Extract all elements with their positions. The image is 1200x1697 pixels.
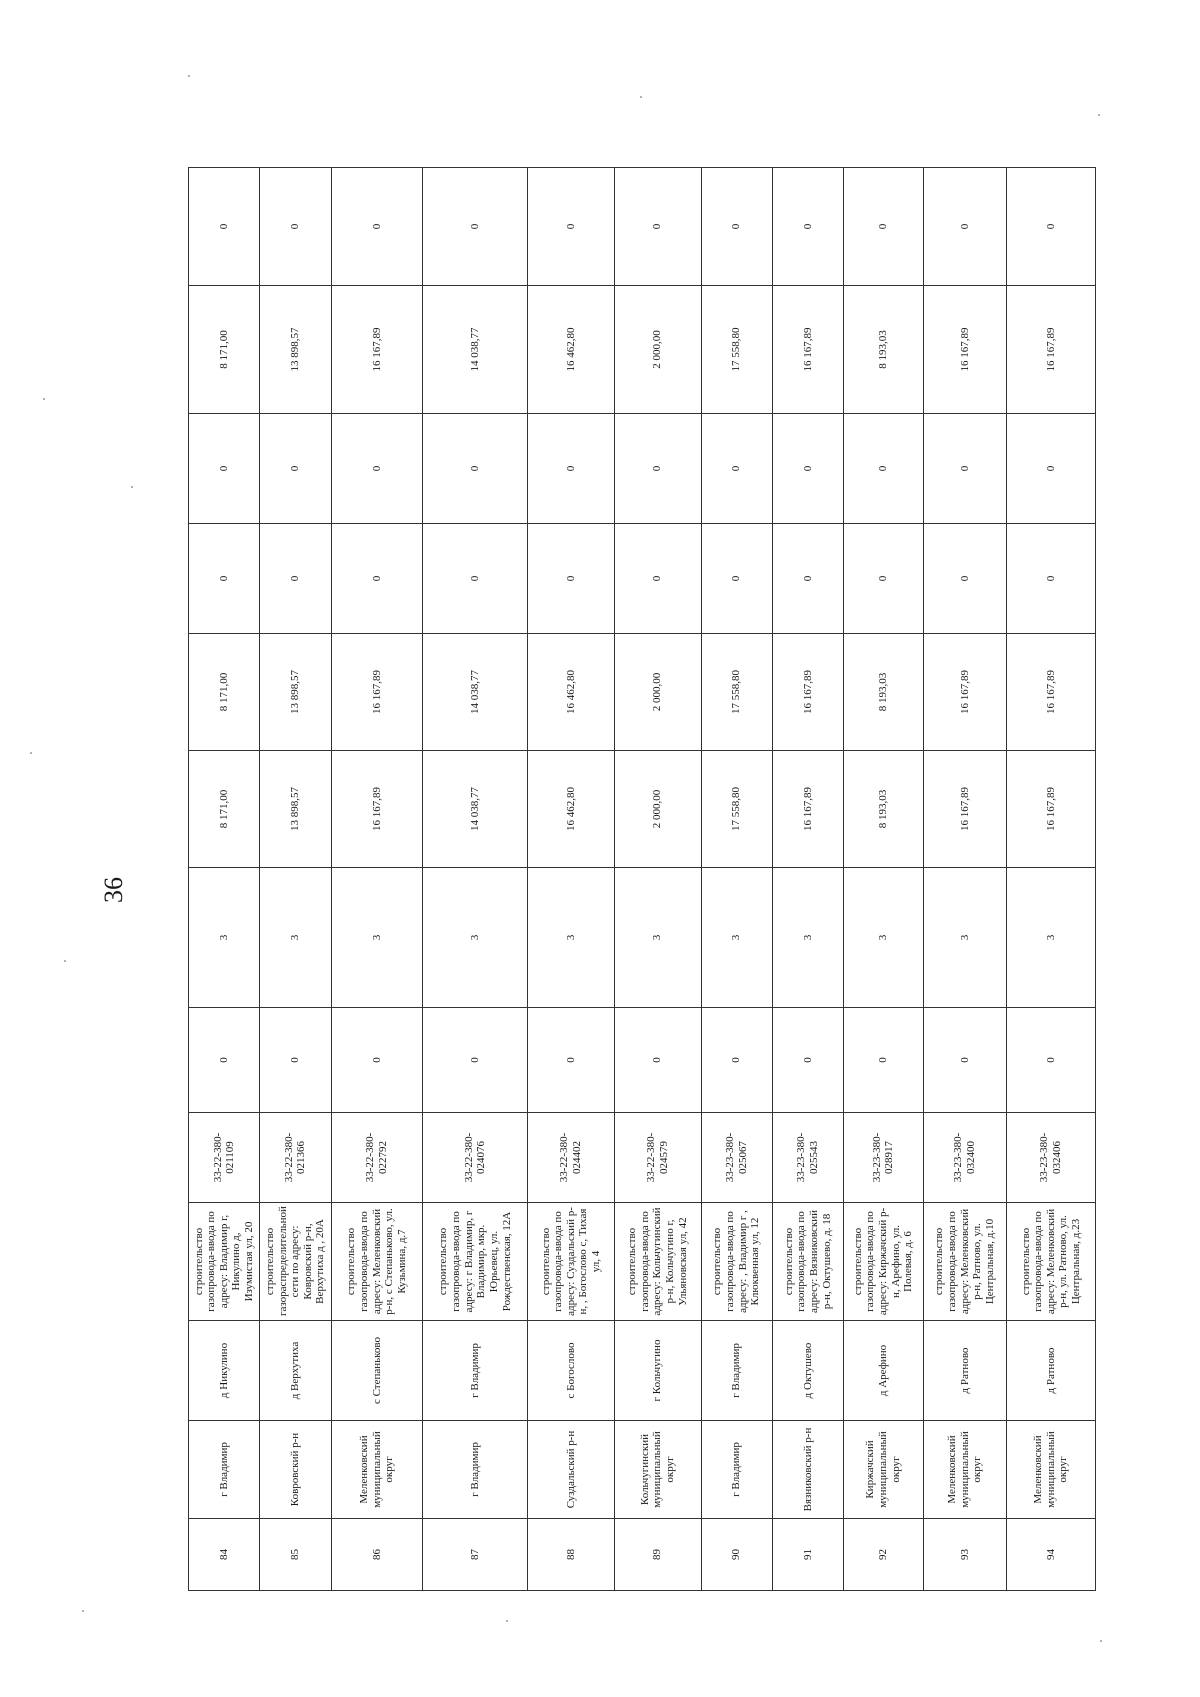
value-col-2: 3: [844, 868, 923, 1008]
table-row: [260, 168, 331, 1591]
table-row: [701, 168, 772, 1591]
value-col-6: 0: [923, 414, 1007, 524]
value-col-2: 3: [528, 868, 615, 1008]
value-col-5: 0: [614, 524, 701, 634]
value-col-3: 16 167,89: [772, 751, 843, 868]
value-col-2: 3: [189, 868, 260, 1008]
settlement-cell: г Владимир: [701, 1321, 772, 1421]
row-number: 84: [189, 1519, 260, 1591]
value-col-4: 16 462,80: [528, 634, 615, 751]
table-row: [331, 168, 423, 1591]
value-col-8: 0: [1007, 168, 1096, 286]
work-description-cell: строительство газопровода-ввода по адресу: Меленковский р-н, с Степаньково, ул. Кузьмина, д.7: [331, 1203, 423, 1321]
row-number: 89: [614, 1519, 701, 1591]
value-col-6: 0: [331, 414, 423, 524]
value-col-8: 0: [844, 168, 923, 286]
scan-speck: [131, 486, 133, 488]
value-col-5: 0: [528, 524, 615, 634]
district-cell: г Владимир: [189, 1421, 260, 1519]
value-col-3: 8 193,03: [844, 751, 923, 868]
value-col-6: 0: [260, 414, 331, 524]
object-code-cell: 33-23-380-028917: [844, 1113, 923, 1203]
value-col-4: 16 167,89: [772, 634, 843, 751]
value-col-2: 3: [260, 868, 331, 1008]
value-col-2: 3: [701, 868, 772, 1008]
value-col-7: 16 167,89: [331, 286, 423, 414]
object-code-cell: 33-23-380-025067: [701, 1113, 772, 1203]
work-description-cell: строительство газопровода-ввода по адресу: г Владимир, г Владимир, мкр. Юрьевец, ул. Рождественская, 12А: [423, 1203, 528, 1321]
value-col-7: 16 462,80: [528, 286, 615, 414]
value-col-5: 0: [923, 524, 1007, 634]
scan-speck: [188, 75, 190, 77]
value-col-1: 0: [423, 1008, 528, 1113]
value-col-4: 8 171,00: [189, 634, 260, 751]
table-row: [923, 168, 1007, 1591]
page-number: 36: [99, 877, 128, 903]
settlement-cell: г Владимир: [423, 1321, 528, 1421]
value-col-7: 16 167,89: [1007, 286, 1096, 414]
work-description-cell: строительство газопровода-ввода по адресу: Суздальский р-н, , Богослово с, Тихая ул, 4: [528, 1203, 615, 1321]
projects-table: [188, 167, 1096, 1591]
value-col-8: 0: [189, 168, 260, 286]
value-col-2: 3: [614, 868, 701, 1008]
district-cell: Кольчугинский муниципальный округ: [614, 1421, 701, 1519]
value-col-3: 17 558,80: [701, 751, 772, 868]
value-col-7: 13 898,57: [260, 286, 331, 414]
object-code-cell: 33-22-380-024076: [423, 1113, 528, 1203]
value-col-7: 16 167,89: [923, 286, 1007, 414]
settlement-cell: с Богослово: [528, 1321, 615, 1421]
settlement-cell: д Ратново: [1007, 1321, 1096, 1421]
value-col-7: 8 193,03: [844, 286, 923, 414]
value-col-3: 16 167,89: [1007, 751, 1096, 868]
table-row: [844, 168, 923, 1591]
value-col-7: 8 171,00: [189, 286, 260, 414]
value-col-8: 0: [614, 168, 701, 286]
value-col-1: 0: [772, 1008, 843, 1113]
value-col-1: 0: [189, 1008, 260, 1113]
work-description-cell: строительство газопровода-ввода по адресу: Вязниковский р-н, Октушево, д. 18: [772, 1203, 843, 1321]
row-number: 93: [923, 1519, 1007, 1591]
value-col-1: 0: [844, 1008, 923, 1113]
row-number: 87: [423, 1519, 528, 1591]
scan-speck: [1098, 114, 1100, 116]
value-col-3: 13 898,57: [260, 751, 331, 868]
value-col-6: 0: [189, 414, 260, 524]
district-cell: Вязниковский р-н: [772, 1421, 843, 1519]
object-code-cell: 33-22-380-022792: [331, 1113, 423, 1203]
value-col-6: 0: [614, 414, 701, 524]
scan-speck: [1100, 1640, 1102, 1642]
settlement-cell: д Верхутиха: [260, 1321, 331, 1421]
value-col-6: 0: [701, 414, 772, 524]
table-row: [528, 168, 615, 1591]
work-description-cell: строительство газопровода-ввода по адресу: Киржачский р-н, Арефино, ул. Полевая, д. 6: [844, 1203, 923, 1321]
value-col-4: 16 167,89: [1007, 634, 1096, 751]
value-col-8: 0: [772, 168, 843, 286]
object-code-cell: 33-22-380-021366: [260, 1113, 331, 1203]
value-col-5: 0: [701, 524, 772, 634]
value-col-7: 14 038,77: [423, 286, 528, 414]
object-code-cell: 33-22-380-024402: [528, 1113, 615, 1203]
work-description-cell: строительство газопровода-ввода по адресу: Кольчугинский р-н, Кольчугино г, Ульяновская ул, 42: [614, 1203, 701, 1321]
object-code-cell: 33-22-380-021109: [189, 1113, 260, 1203]
value-col-5: 0: [423, 524, 528, 634]
value-col-4: 14 038,77: [423, 634, 528, 751]
value-col-4: 16 167,89: [923, 634, 1007, 751]
settlement-cell: д Октушево: [772, 1321, 843, 1421]
value-col-1: 0: [331, 1008, 423, 1113]
row-number: 86: [331, 1519, 423, 1591]
scan-speck: [82, 1610, 84, 1612]
table-row: [614, 168, 701, 1591]
row-number: 88: [528, 1519, 615, 1591]
scan-speck: [30, 752, 32, 754]
value-col-2: 3: [331, 868, 423, 1008]
row-number: 91: [772, 1519, 843, 1591]
value-col-3: 16 462,80: [528, 751, 615, 868]
district-cell: Киржачский муниципальный округ: [844, 1421, 923, 1519]
value-col-4: 16 167,89: [331, 634, 423, 751]
table-frame: [188, 168, 1096, 1591]
value-col-6: 0: [528, 414, 615, 524]
value-col-3: 2 000,00: [614, 751, 701, 868]
work-description-cell: строительство газопровода-ввода по адресу: Меленковский р-н, Ратново, ул. Центральная, д.10: [923, 1203, 1007, 1321]
value-col-2: 3: [423, 868, 528, 1008]
row-number: 92: [844, 1519, 923, 1591]
object-code-cell: 33-23-380-025543: [772, 1113, 843, 1203]
value-col-2: 3: [1007, 868, 1096, 1008]
table-row: [1007, 168, 1096, 1591]
district-cell: г Владимир: [701, 1421, 772, 1519]
object-code-cell: 33-22-380-024579: [614, 1113, 701, 1203]
value-col-6: 0: [844, 414, 923, 524]
value-col-2: 3: [923, 868, 1007, 1008]
district-cell: г Владимир: [423, 1421, 528, 1519]
value-col-2: 3: [772, 868, 843, 1008]
settlement-cell: д Ратново: [923, 1321, 1007, 1421]
value-col-4: 13 898,57: [260, 634, 331, 751]
value-col-6: 0: [1007, 414, 1096, 524]
value-col-1: 0: [614, 1008, 701, 1113]
rotated-table-container: [188, 168, 1096, 1591]
value-col-8: 0: [923, 168, 1007, 286]
settlement-cell: с Степаньково: [331, 1321, 423, 1421]
scan-speck: [506, 1620, 508, 1622]
scan-speck: [43, 398, 45, 400]
value-col-7: 2 000,00: [614, 286, 701, 414]
district-cell: Ковровский р-н: [260, 1421, 331, 1519]
table-row: [772, 168, 843, 1591]
value-col-7: 16 167,89: [772, 286, 843, 414]
work-description-cell: строительство газопровода-ввода по адресу: Владимир г, Никулино д, Изумистая ул, 20: [189, 1203, 260, 1321]
district-cell: Суздальский р-н: [528, 1421, 615, 1519]
value-col-5: 0: [189, 524, 260, 634]
value-col-7: 17 558,80: [701, 286, 772, 414]
district-cell: Меленковский муниципальный округ: [1007, 1421, 1096, 1519]
object-code-cell: 33-23-380-032406: [1007, 1113, 1096, 1203]
value-col-6: 0: [772, 414, 843, 524]
value-col-5: 0: [260, 524, 331, 634]
value-col-1: 0: [923, 1008, 1007, 1113]
value-col-8: 0: [701, 168, 772, 286]
value-col-8: 0: [260, 168, 331, 286]
value-col-1: 0: [260, 1008, 331, 1113]
value-col-3: 16 167,89: [331, 751, 423, 868]
value-col-3: 8 171,00: [189, 751, 260, 868]
value-col-5: 0: [1007, 524, 1096, 634]
settlement-cell: д Никулино: [189, 1321, 260, 1421]
work-description-cell: строительство газораспределительной сети по адресу: Ковровский р-н, Верхутиха д , 20А: [260, 1203, 331, 1321]
value-col-3: 16 167,89: [923, 751, 1007, 868]
table-row: [423, 168, 528, 1591]
value-col-8: 0: [331, 168, 423, 286]
value-col-1: 0: [1007, 1008, 1096, 1113]
settlement-cell: д Арефино: [844, 1321, 923, 1421]
value-col-3: 14 038,77: [423, 751, 528, 868]
value-col-8: 0: [528, 168, 615, 286]
work-description-cell: строительство газопровода-ввода по адресу: , Владимир г , Клюквенная ул, 12: [701, 1203, 772, 1321]
value-col-5: 0: [331, 524, 423, 634]
value-col-5: 0: [772, 524, 843, 634]
value-col-8: 0: [423, 168, 528, 286]
value-col-6: 0: [423, 414, 528, 524]
value-col-5: 0: [844, 524, 923, 634]
value-col-4: 2 000,00: [614, 634, 701, 751]
district-cell: Меленковский муниципальный округ: [923, 1421, 1007, 1519]
value-col-1: 0: [528, 1008, 615, 1113]
work-description-cell: строительство газопровода-ввода по адресу: Меленковский р-н, ул. Ратново, ул. Центральная, д.23: [1007, 1203, 1096, 1321]
row-number: 90: [701, 1519, 772, 1591]
value-col-1: 0: [701, 1008, 772, 1113]
settlement-cell: г Кольчугино: [614, 1321, 701, 1421]
value-col-4: 17 558,80: [701, 634, 772, 751]
row-number: 85: [260, 1519, 331, 1591]
scan-speck: [640, 96, 642, 98]
district-cell: Меленковский муниципальный округ: [331, 1421, 423, 1519]
table-row: [189, 168, 260, 1591]
object-code-cell: 33-23-380-032400: [923, 1113, 1007, 1203]
value-col-4: 8 193,03: [844, 634, 923, 751]
row-number: 94: [1007, 1519, 1096, 1591]
scan-speck: [64, 960, 66, 962]
